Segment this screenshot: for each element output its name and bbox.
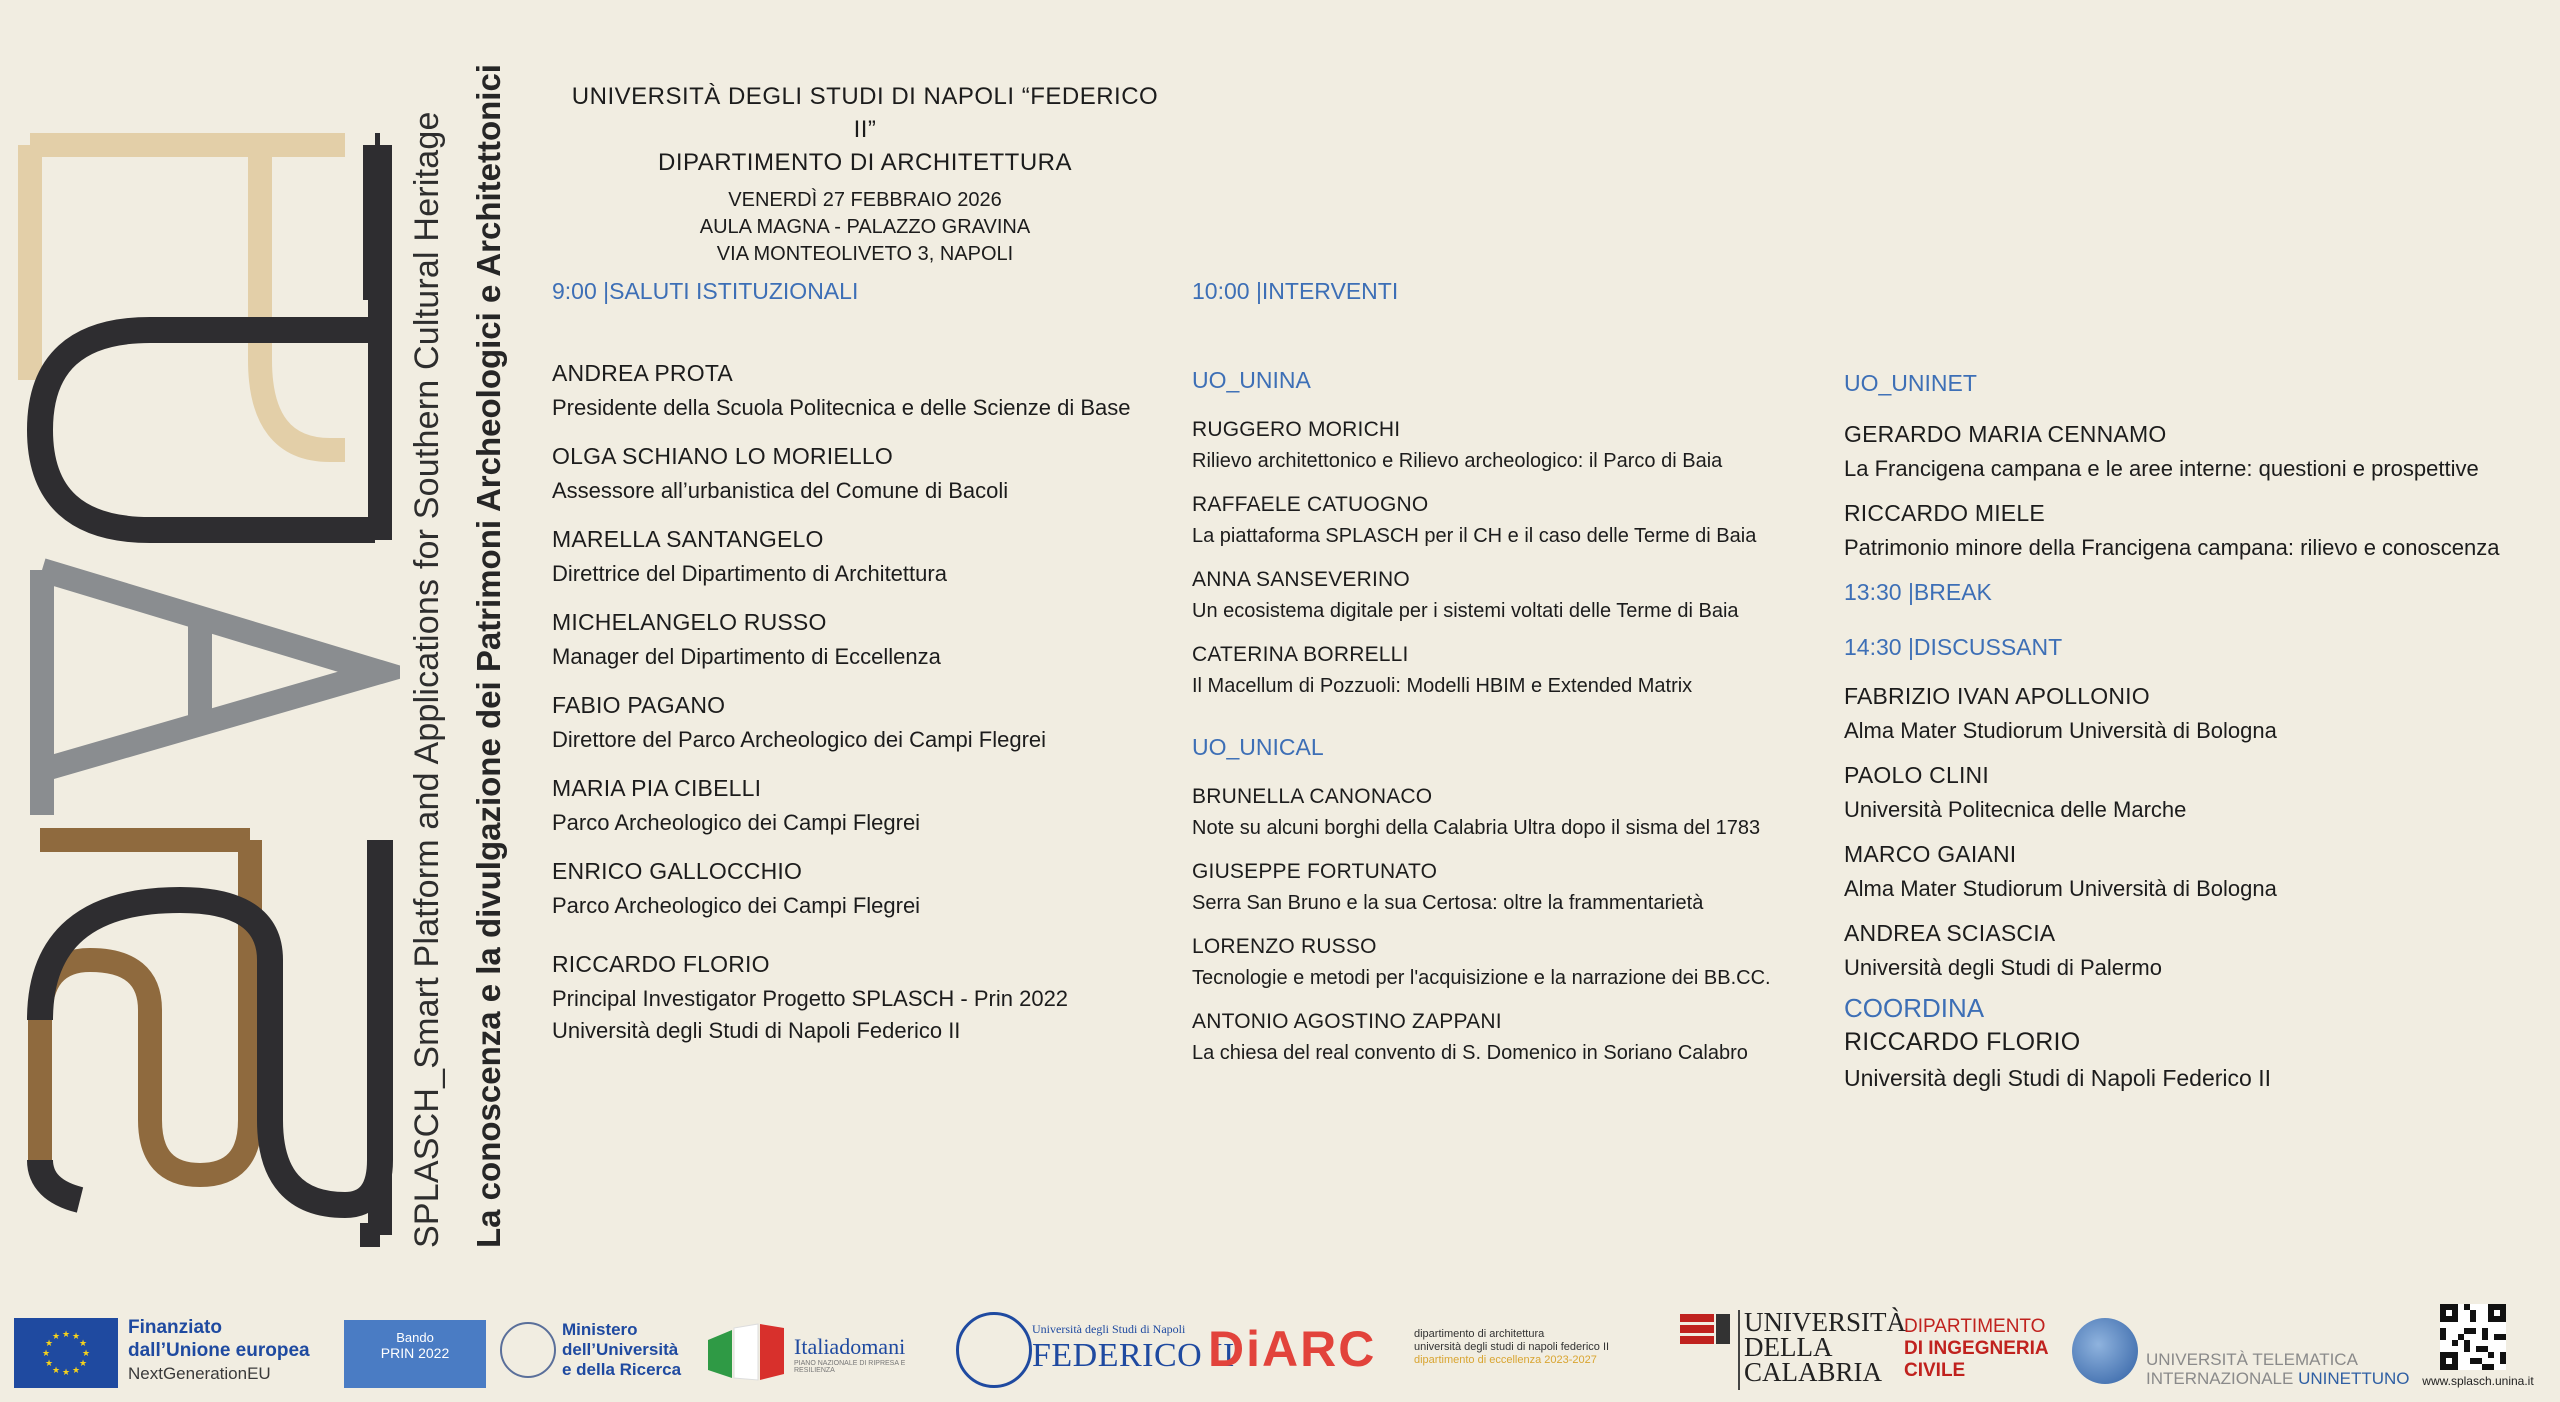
speaker-name: GERARDO MARIA CENNAMO	[1844, 421, 2167, 447]
speaker-role: Direttrice del Dipartimento di Architettura	[552, 561, 947, 586]
speaker-name: ENRICO GALLOCCHIO	[552, 858, 803, 884]
federico-ii-text	[1032, 1322, 1235, 1375]
speaker-name: BRUNELLA CANONACO	[1192, 785, 1433, 808]
svg-text:★: ★	[44, 1359, 54, 1369]
eu-line2: dall’Unione europea	[128, 1340, 310, 1361]
speaker-name: FABIO PAGANO	[552, 692, 726, 718]
speaker-name: ANDREA SCIASCIA	[1844, 920, 2056, 946]
speaker-entry	[552, 526, 1152, 587]
svg-text:★: ★	[78, 1339, 88, 1349]
svg-text:★: ★	[71, 1332, 81, 1342]
svg-text:★: ★	[71, 1366, 81, 1376]
speaker-entry-principal-investigator	[552, 951, 1152, 1044]
speaker-name: RICCARDO MIELE	[1844, 500, 2045, 526]
mur-text	[562, 1320, 681, 1380]
column-saluti	[552, 278, 1152, 1066]
svg-text:★: ★	[61, 1330, 71, 1340]
talk-entry	[1844, 500, 2544, 561]
speaker-name: GIUSEPPE FORTUNATO	[1192, 860, 1438, 883]
discussant-entry	[1844, 762, 2544, 823]
unical-text	[1744, 1307, 1906, 1387]
coordinator-name: RICCARDO FLORIO	[1844, 1028, 2081, 1056]
speaker-role: Direttore del Parco Archeologico dei Campi Flegrei	[552, 727, 1047, 752]
unit-label-uninet: UO_UNINET	[1844, 370, 1977, 396]
svg-text:★: ★	[81, 1349, 91, 1359]
svg-text:★: ★	[44, 1339, 54, 1349]
speaker-affiliation: Università degli Studi di Napoli Federico II	[552, 1018, 961, 1043]
eu-line3: NextGenerationEU	[128, 1364, 271, 1383]
speaker-entry	[552, 858, 1152, 919]
speaker-name: ANNA SANSEVERINO	[1192, 568, 1410, 591]
speaker-name: MARELLA SANTANGELO	[552, 526, 824, 552]
speaker-role: Presidente della Scuola Politecnica e delle Scienze di Base	[552, 395, 1131, 420]
speaker-affiliation: Università degli Studi di Palermo	[1844, 955, 2162, 980]
talk-entry	[1192, 493, 1832, 548]
ingcivile-line3: CIVILE	[1904, 1360, 1966, 1381]
uninettuno-line1: UNIVERSITÀ TELEMATICA	[2146, 1350, 2358, 1369]
talk-entry	[1192, 643, 1832, 698]
section-heading-break: 13:30 |BREAK	[1844, 579, 1992, 605]
talk-title: La chiesa del real convento di S. Domenico in Soriano Calabro	[1192, 1042, 1748, 1064]
speaker-entry	[552, 443, 1152, 504]
talk-title: Note su alcuni borghi della Calabria Ultra dopo il sisma del 1783	[1192, 817, 1761, 839]
talk-entry	[1192, 860, 1832, 915]
talk-title: Tecnologie e metodi per l'acquisizione e la narrazione dei BB.CC.	[1192, 967, 1771, 989]
uninettuno-globe-icon	[2072, 1318, 2138, 1384]
column-interventi	[1192, 278, 1832, 1085]
unical-divider	[1738, 1310, 1740, 1390]
federico-name: FEDERICO II	[1032, 1337, 1235, 1374]
speaker-affiliation: Università Politecnica delle Marche	[1844, 797, 2187, 822]
prin-2022-badge	[344, 1320, 486, 1388]
speaker-entry	[552, 609, 1152, 670]
speaker-name: CATERINA BORRELLI	[1192, 643, 1409, 666]
university-name: UNIVERSITÀ DEGLI STUDI DI NAPOLI “FEDERICO II”	[571, 83, 1159, 143]
unical-emblem-icon	[1680, 1314, 1732, 1354]
splasch-tagline-vertical: La conoscenza e la divulgazione dei Patrimoni Archeologici e Architettonici	[470, 64, 507, 1248]
speaker-entry	[552, 692, 1152, 753]
discussant-entry	[1844, 841, 2544, 902]
unit-label-unical: UO_UNICAL	[1192, 734, 1324, 760]
speaker-name: PAOLO CLINI	[1844, 762, 1989, 788]
speaker-name: RUGGERO MORICHI	[1192, 418, 1401, 441]
speaker-affiliation: Alma Mater Studiorum Università di Bologna	[1844, 718, 2277, 743]
speaker-affiliation: Alma Mater Studiorum Università di Bologna	[1844, 876, 2277, 901]
section-heading-saluti: 9:00 |SALUTI ISTITUZIONALI	[552, 278, 859, 304]
prin-line2: PRIN 2022	[380, 1345, 450, 1361]
svg-text:★: ★	[78, 1359, 88, 1369]
uninettuno-line2b: UNINETTUNO	[2298, 1369, 2410, 1388]
logo-letter-s-dark	[40, 840, 380, 1205]
speaker-role: Principal Investigator Progetto SPLASCH - Prin 2022	[552, 986, 1069, 1011]
talk-entry	[1192, 935, 1832, 990]
svg-text:★: ★	[61, 1368, 71, 1378]
diarc-logo: DiARC	[1208, 1321, 1377, 1377]
mur-line2: dell’Università	[562, 1340, 679, 1359]
eu-line1: Finanziato	[128, 1317, 222, 1338]
prin-line1: Bando	[396, 1330, 434, 1345]
speaker-name: MICHELANGELO RUSSO	[552, 609, 827, 635]
talk-title: Rilievo architettonico e Rilievo archeologico: il Parco di Baia	[1192, 450, 1723, 472]
talk-title: La piattaforma SPLASCH per il CH e il caso delle Terme di Baia	[1192, 525, 1757, 547]
speaker-name: RAFFAELE CATUOGNO	[1192, 493, 1429, 516]
svg-text:★: ★	[41, 1349, 51, 1359]
speaker-role: Assessore all’urbanistica del Comune di Bacoli	[552, 478, 1009, 503]
event-header	[560, 80, 1170, 268]
talk-title: Patrimonio minore della Francigena campana: rilievo e conoscenza	[1844, 535, 2500, 560]
talk-entry	[1844, 421, 2544, 482]
coordinator-label: COORDINA	[1844, 993, 1985, 1023]
logo-letter-c-dark	[40, 330, 380, 530]
eu-funding-text	[128, 1316, 310, 1385]
partner-logos-footer	[0, 1300, 2560, 1402]
event-venue: AULA MAGNA - PALAZZO GRAVINA	[699, 216, 1031, 238]
speaker-name: MARCO GAIANI	[1844, 841, 2017, 867]
mur-line1: Ministero	[562, 1320, 638, 1339]
italiadomani-brand: Italiadomani	[794, 1334, 906, 1359]
column-uninet-discussant	[1844, 370, 2544, 1092]
svg-text:★: ★	[51, 1366, 61, 1376]
uninettuno-line2a: INTERNAZIONALE	[2146, 1369, 2299, 1388]
talk-entry	[1192, 1010, 1832, 1065]
coordinator-block	[1844, 993, 2544, 1092]
splasch-subtitle-vertical: SPLASCH_Smart Platform and Applications for Southern Cultural Heritage	[408, 111, 446, 1248]
speaker-name: ANTONIO AGOSTINO ZAPPANI	[1192, 1010, 1502, 1033]
talk-entry	[1192, 568, 1832, 623]
speaker-role: Manager del Dipartimento di Eccellenza	[552, 644, 941, 669]
speaker-name: FABRIZIO IVAN APOLLONIO	[1844, 683, 2150, 709]
speaker-role: Parco Archeologico dei Campi Flegrei	[552, 810, 921, 835]
speaker-name: ANDREA PROTA	[552, 360, 733, 386]
unit-label-unina: UO_UNINA	[1192, 367, 1311, 393]
speaker-entry	[552, 775, 1152, 836]
discussant-entry	[1844, 683, 2544, 744]
uninettuno-text	[2146, 1350, 2410, 1388]
section-heading-discussant: 14:30 |DISCUSSANT	[1844, 634, 2063, 660]
talk-title: Serra San Bruno e la sua Certosa: oltre la frammentarietà	[1192, 892, 1704, 914]
diarc-line3: dipartimento di eccellenza 2023-2027	[1414, 1354, 1597, 1366]
mur-emblem-icon	[500, 1322, 556, 1378]
discussant-entry	[1844, 920, 2544, 981]
ing-civile-text	[1904, 1316, 2049, 1382]
diarc-text	[1414, 1328, 1609, 1367]
italiadomani-text	[794, 1334, 924, 1374]
event-date: VENERDÌ 27 FEBBRAIO 2026	[728, 189, 1002, 211]
speaker-name: MARIA PIA CIBELLI	[552, 775, 762, 801]
logo-letter-h-tan	[30, 145, 345, 450]
speaker-name: OLGA SCHIANO LO MORIELLO	[552, 443, 893, 469]
mur-line3: e della Ricerca	[562, 1360, 682, 1379]
speaker-name: RICCARDO FLORIO	[552, 951, 770, 977]
unical-line2: DELLA	[1744, 1332, 1833, 1362]
talk-title: La Francigena campana e le aree interne: questioni e prospettive	[1844, 456, 2479, 481]
unical-line1: UNIVERSITÀ	[1744, 1307, 1906, 1337]
talk-entry	[1192, 785, 1832, 840]
speaker-name: LORENZO RUSSO	[1192, 935, 1377, 958]
italiadomani-sub: PIANO NAZIONALE DI RIPRESA E RESILIENZA	[794, 1360, 906, 1374]
talk-title: Un ecosistema digitale per i sistemi voltati delle Terme di Baia	[1192, 600, 1739, 622]
eu-flag-icon	[14, 1318, 118, 1388]
unical-line3: CALABRIA	[1744, 1357, 1883, 1387]
federico-ii-seal-icon	[956, 1312, 1032, 1388]
logo-letter-a-gray	[42, 570, 380, 815]
section-heading-interventi: 10:00 |INTERVENTI	[1192, 278, 1399, 304]
coordinator-affiliation: Università degli Studi di Napoli Federico II	[1844, 1065, 2271, 1091]
federico-top: Università degli Studi di Napoli	[1032, 1322, 1186, 1336]
talk-entry	[1192, 418, 1832, 473]
event-address: VIA MONTEOLIVETO 3, NAPOLI	[716, 243, 1014, 265]
svg-text:★: ★	[51, 1332, 61, 1342]
talk-title: Il Macellum di Pozzuoli: Modelli HBIM e Extended Matrix	[1192, 675, 1693, 697]
ingcivile-line1: DIPARTIMENTO	[1904, 1316, 2046, 1337]
speaker-role: Parco Archeologico dei Campi Flegrei	[552, 893, 921, 918]
italiadomani-flag-icon	[706, 1320, 788, 1387]
diarc-line2: università degli studi di napoli federico II	[1414, 1341, 1610, 1353]
website-url[interactable]: www.splasch.unina.it	[2422, 1374, 2534, 1388]
speaker-entry	[552, 360, 1152, 421]
diarc-line1: dipartimento di architettura	[1414, 1328, 1545, 1340]
ingcivile-line2: DI INGEGNERIA	[1904, 1338, 2049, 1359]
department-name: DIPARTIMENTO DI ARCHITETTURA	[657, 149, 1073, 176]
splasch-logo-graphic	[0, 0, 400, 1280]
eu-logo	[14, 1318, 118, 1388]
qr-code-icon[interactable]	[2440, 1304, 2506, 1370]
